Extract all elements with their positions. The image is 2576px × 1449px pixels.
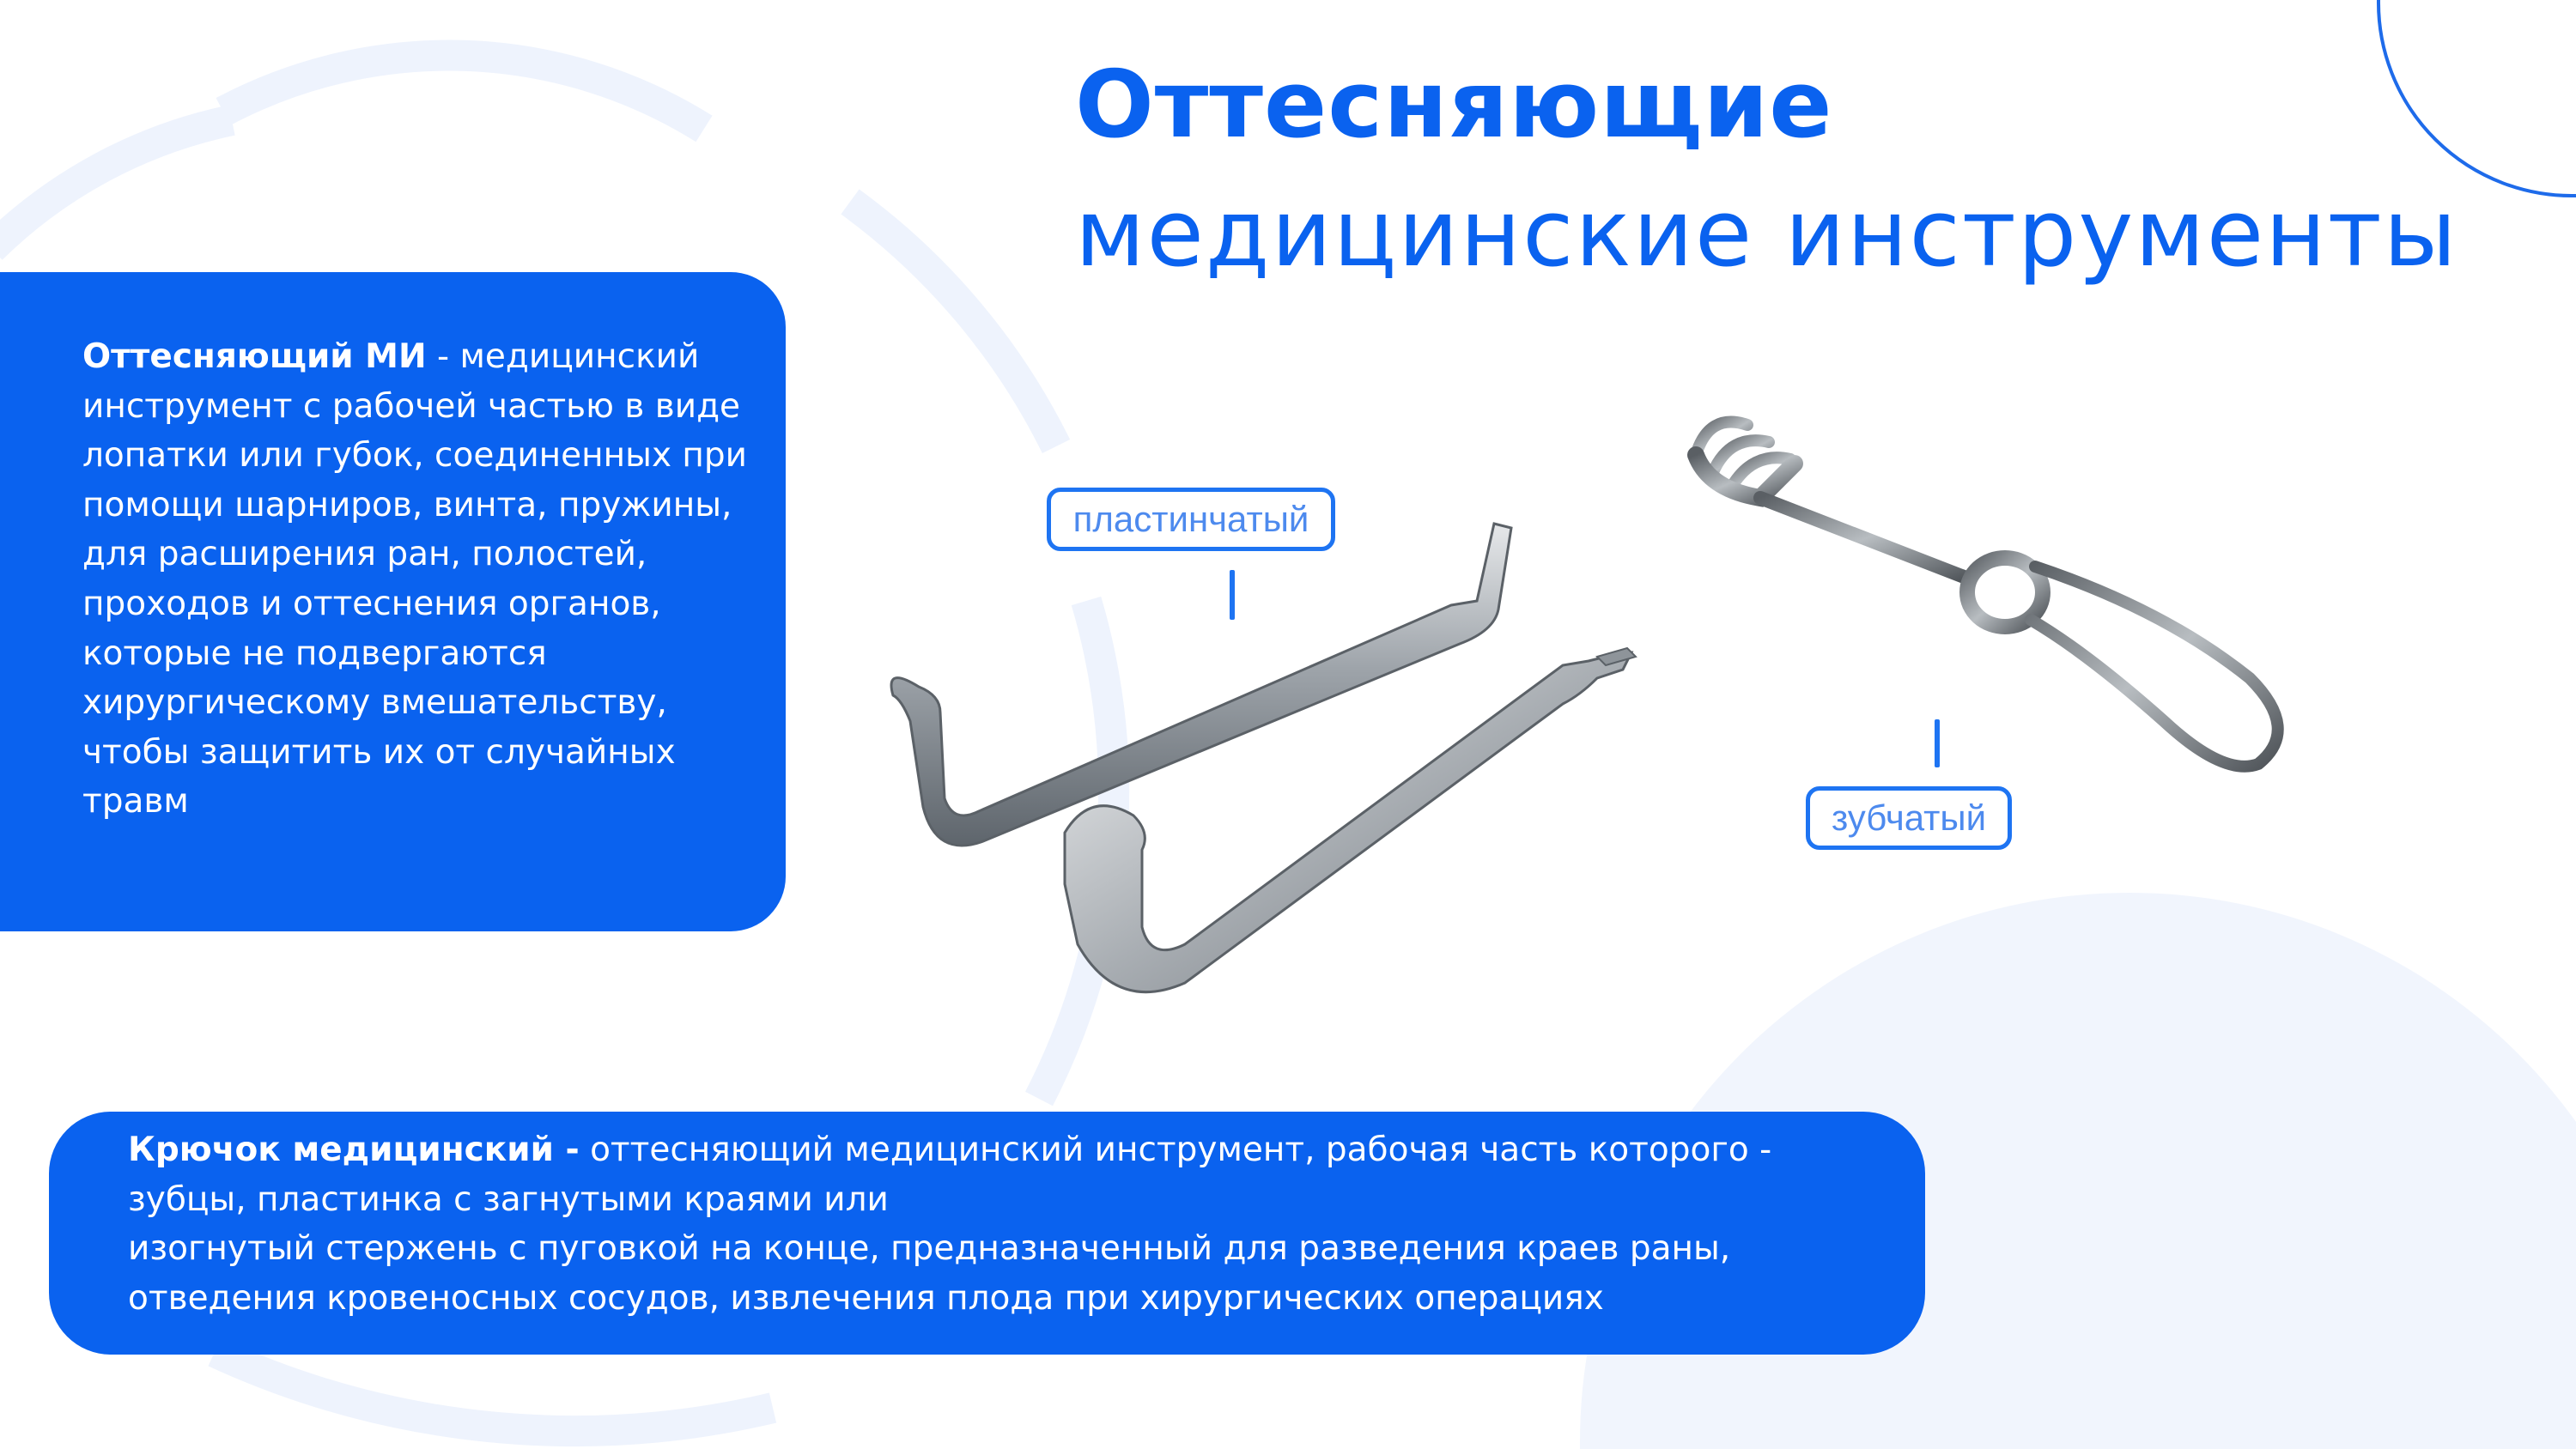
hook-definition-text (128, 1125, 1914, 1323)
definition-line-3: помощи шарниров, винта, пружины, (82, 485, 732, 524)
definition-card (0, 272, 786, 931)
plate-retractor-label: пластинчатый (1047, 488, 1335, 551)
hook-line-0: оттесняющий медицинский инструмент, рабочая часть которого - (579, 1131, 1772, 1169)
definition-line-2: лопатки или губок, соединенных при (82, 436, 748, 476)
definition-text (82, 332, 769, 827)
definition-line-0: - медицинский (426, 337, 700, 376)
definition-line-4: для расширения ран, полостей, (82, 535, 647, 574)
toothed-retractor-icon (1683, 395, 2353, 790)
hook-term: Крючок медицинский - (128, 1131, 580, 1169)
hook-definition-card (49, 1112, 1925, 1355)
toothed-label-pointer (1935, 719, 1940, 767)
toothed-retractor-label: зубчатый (1806, 786, 2012, 850)
definition-term: Оттесняющий МИ (82, 337, 427, 376)
slide-title-bold: Оттесняющие (1075, 52, 1833, 159)
plate-label-pointer (1230, 570, 1235, 620)
definition-line-8: чтобы защитить их от случайных (82, 732, 676, 772)
definition-line-7: хирургическому вмешательству, (82, 683, 667, 723)
slide-title-subtitle: медицинские инструменты (1075, 180, 2458, 288)
plate-retractor-icon (859, 481, 1666, 1013)
definition-line-5: проходов и оттеснения органов, (82, 584, 661, 623)
hook-line-2: изогнутый стержень с пуговкой на конце, предназначенный для разведения краев раны, (128, 1229, 1731, 1269)
hook-line-1: зубцы, пластинка с загнутыми краями или (128, 1179, 889, 1219)
definition-line-6: которые не подвергаются (82, 634, 547, 673)
definition-line-9: травм (82, 782, 189, 822)
definition-line-1: инструмент с рабочей частью в виде (82, 386, 741, 426)
hook-line-3: отведения кровеносных сосудов, извлечения плода при хирургических операциях (128, 1278, 1604, 1318)
